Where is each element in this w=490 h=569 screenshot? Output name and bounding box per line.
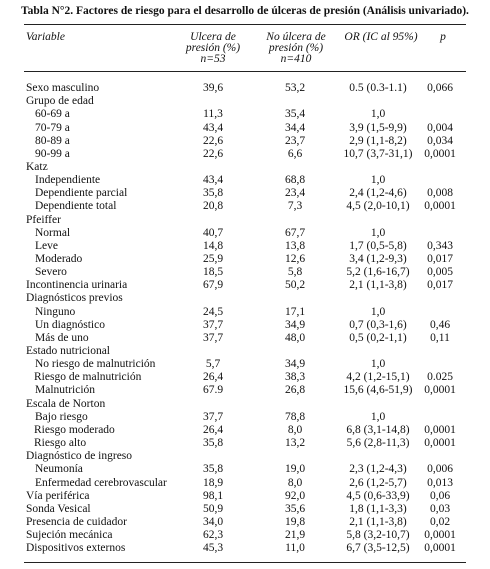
p-value: 0,11 <box>430 331 450 344</box>
ulcera-value: 25,9 <box>202 253 224 265</box>
no-ulcera-value: 21,9 <box>284 529 306 542</box>
ulcera-value: 18,9 <box>202 476 224 489</box>
no-ulcera-value: 23,4 <box>284 187 306 200</box>
table-row <box>0 306 490 319</box>
p-value: 0,004 <box>427 121 453 134</box>
no-ulcera-value: 53,2 <box>284 82 306 94</box>
table-row <box>0 292 490 305</box>
row-label: Moderado <box>35 253 83 265</box>
row-label: 90-99 a <box>35 147 70 160</box>
row-label: Riesgo moderado <box>34 423 115 436</box>
p-value: 0,06 <box>429 489 451 502</box>
row-label: No riesgo de malnutrición <box>35 358 156 371</box>
row-label: Escala de Norton <box>26 397 106 410</box>
table-row <box>0 174 490 187</box>
no-ulcera-value: 19,0 <box>284 463 306 476</box>
table-row <box>0 253 490 266</box>
table-row <box>0 450 490 463</box>
no-ulcera-value: 5,8 <box>287 266 303 279</box>
row-label: Dependiente parcial <box>35 187 128 200</box>
ulcera-value: 37,7 <box>202 331 224 344</box>
or-value: 1,0 <box>370 410 386 423</box>
p-value: 0,0001 <box>424 147 456 160</box>
row-label: Neumonía <box>35 463 83 476</box>
header-rule <box>24 71 466 72</box>
row-label: Presencia de cuidador <box>26 516 127 528</box>
no-ulcera-value: 26,8 <box>284 384 306 397</box>
no-ulcera-value: 34,4 <box>284 121 306 134</box>
header-or <box>340 32 422 43</box>
or-value: 10,7 (3,7-31,1) <box>343 147 413 160</box>
or-value: 1,8 (1,1-3,3) <box>349 502 407 515</box>
no-ulcera-value: 35,6 <box>284 502 306 515</box>
p-value: 0,0001 <box>424 200 456 213</box>
table-row <box>0 148 490 161</box>
ulcera-value: 37,7 <box>202 410 224 423</box>
table-row <box>0 108 490 121</box>
ulcera-value: 37,7 <box>202 318 224 331</box>
ulcera-value: 22,6 <box>202 134 224 147</box>
table-row <box>0 240 490 253</box>
p-value: 0,02 <box>429 516 451 528</box>
table-row <box>0 477 490 490</box>
no-ulcera-value: 92,0 <box>284 489 306 502</box>
table-row <box>0 424 490 437</box>
ulcera-value: 14,8 <box>202 239 224 252</box>
or-value: 1,7 (0,5-5,8) <box>349 239 407 252</box>
table-row <box>0 371 490 384</box>
table-row <box>0 266 490 279</box>
ulcera-value: 35,8 <box>202 437 224 450</box>
table-row <box>0 345 490 358</box>
no-ulcera-value: 35,4 <box>284 108 306 121</box>
row-label: Incontinencia urinaria <box>26 279 128 292</box>
header-ulcera-line2: presión (%) <box>185 42 241 54</box>
row-label: Sujeción mecánica <box>26 529 113 542</box>
or-value: 1,0 <box>370 358 386 371</box>
table-row <box>0 332 490 345</box>
row-label: Riesgo de malnutrición <box>34 371 142 384</box>
p-value: 0,017 <box>427 253 453 265</box>
ulcera-value: 39,6 <box>202 82 224 94</box>
p-value: 0,0001 <box>424 384 456 397</box>
row-label: 60-69 a <box>35 108 70 121</box>
ulcera-value: 22,6 <box>202 147 224 160</box>
no-ulcera-value: 48,0 <box>284 331 306 344</box>
table-row <box>0 463 490 476</box>
row-label: Dependiente total <box>35 200 117 213</box>
ulcera-value: 35,8 <box>202 463 224 476</box>
or-value: 15,6 (4,6-51,9) <box>343 384 413 397</box>
no-ulcera-value: 67,7 <box>284 226 306 239</box>
row-label: Sonda Vesical <box>26 502 91 515</box>
or-value: 4,5 (0,6-33,9) <box>346 489 410 502</box>
or-value: 2,1 (1,1-3,8) <box>349 279 407 292</box>
no-ulcera-value: 34,9 <box>284 318 306 331</box>
ulcera-value: 43,4 <box>202 174 224 187</box>
table-row <box>0 384 490 397</box>
table-row <box>0 503 490 516</box>
table-row <box>0 516 490 529</box>
no-ulcera-value: 23,7 <box>284 134 306 147</box>
or-value: 1,0 <box>370 305 386 318</box>
table-row <box>0 358 490 371</box>
table-row <box>0 82 490 95</box>
header-p <box>436 32 450 43</box>
header-variable-label: Variable <box>26 31 65 43</box>
no-ulcera-value: 17,1 <box>284 305 306 318</box>
p-value: 0,0001 <box>424 529 456 542</box>
table-row <box>0 319 490 332</box>
ulcera-value: 50,9 <box>202 502 224 515</box>
or-value: 0,7 (0,3-1,6) <box>349 318 407 331</box>
ulcera-value: 20,8 <box>202 200 224 213</box>
header-ulcera-line1: Ulcera de <box>190 31 236 43</box>
row-label: Enfermedad cerebrovascular <box>35 476 167 489</box>
or-value: 1,0 <box>370 174 386 187</box>
no-ulcera-value: 68,8 <box>284 174 306 187</box>
no-ulcera-value: 7,3 <box>287 200 303 213</box>
no-ulcera-value: 34,9 <box>284 358 306 371</box>
ulcera-value: 67,9 <box>202 279 224 292</box>
row-label: Pfeiffer <box>26 213 61 226</box>
p-value: 0,008 <box>427 187 453 200</box>
row-label: Independiente <box>35 174 101 187</box>
row-label: Más de uno <box>35 331 89 344</box>
table-row <box>0 490 490 503</box>
row-label: Diagnósticos previos <box>26 292 123 305</box>
row-label: Vía periférica <box>26 489 90 502</box>
row-label: Riesgo alto <box>34 437 87 450</box>
top-rule <box>24 24 466 25</box>
table-row <box>0 135 490 148</box>
table-row <box>0 398 490 411</box>
no-ulcera-value: 11,0 <box>285 542 305 555</box>
ulcera-value: 62,3 <box>202 529 224 542</box>
p-value: 0,46 <box>429 318 451 331</box>
header-ulcera-line3: n=53 <box>200 53 226 65</box>
or-value: 5,6 (2,8-11,3) <box>346 437 410 450</box>
or-value: 4,2 (1,2-15,1) <box>346 371 410 384</box>
or-value: 3,4 (1,2-9,3) <box>349 253 407 265</box>
ulcera-value: 26,4 <box>202 371 224 384</box>
or-value: 6,8 (3,1-14,8) <box>346 423 410 436</box>
p-value: 0,005 <box>427 266 453 279</box>
or-value: 2,6 (1,2-5,7) <box>349 476 407 489</box>
table-row <box>0 227 490 240</box>
header-no-ulcera-line3: n=410 <box>280 53 312 65</box>
header-no-ulcera <box>260 32 332 65</box>
or-value: 1,0 <box>370 226 386 239</box>
p-value: 0,013 <box>427 476 453 489</box>
p-value: 0,0001 <box>424 437 456 450</box>
row-label: Un diagnóstico <box>35 318 105 331</box>
ulcera-value: 67.9 <box>202 384 224 397</box>
no-ulcera-value: 8,0 <box>287 476 303 489</box>
no-ulcera-value: 38,3 <box>284 371 306 384</box>
p-value: 0,006 <box>427 463 453 476</box>
ulcera-value: 35,8 <box>202 187 224 200</box>
p-value: 0,017 <box>427 279 453 292</box>
table-row <box>0 279 490 292</box>
row-label: Sexo masculino <box>26 82 100 94</box>
no-ulcera-value: 12,6 <box>284 253 306 265</box>
p-value: 0,0001 <box>424 542 456 555</box>
ulcera-value: 34,0 <box>202 516 224 528</box>
header-ulcera <box>181 32 245 65</box>
row-label: Severo <box>35 266 67 279</box>
no-ulcera-value: 13,8 <box>284 239 306 252</box>
no-ulcera-value: 8,0 <box>287 423 303 436</box>
ulcera-value: 45,3 <box>202 542 224 555</box>
no-ulcera-value: 6,6 <box>287 147 303 160</box>
bottom-rule <box>24 562 466 563</box>
table-row <box>0 187 490 200</box>
row-label: Dispositivos externos <box>26 542 126 555</box>
table-row <box>0 529 490 542</box>
row-label: Normal <box>35 226 71 239</box>
no-ulcera-value: 19,8 <box>284 516 306 528</box>
table-caption: Tabla N°2. Factores de riesgo para el desarrollo de úlceras de presión (Análisis univariado). <box>21 5 469 17</box>
row-label: Katz <box>26 160 48 173</box>
table-row <box>0 542 490 555</box>
ulcera-value: 98,1 <box>202 489 224 502</box>
or-value: 2,9 (1,1-8,2) <box>349 134 407 147</box>
or-value: 0.5 (0.3-1.1) <box>349 82 407 94</box>
or-value: 5,8 (3,2-10,7) <box>346 529 410 542</box>
row-label: Malnutrición <box>35 384 96 397</box>
or-value: 4,5 (2,0-10,1) <box>346 200 410 213</box>
ulcera-value: 18,5 <box>202 266 224 279</box>
header-no-ulcera-line1: No úlcera de <box>266 31 326 43</box>
table-row <box>0 411 490 424</box>
row-label: 80-89 a <box>35 134 70 147</box>
header-no-ulcera-line2: presión (%) <box>268 42 324 54</box>
row-label: Leve <box>35 239 58 252</box>
table-row <box>0 214 490 227</box>
row-label: Diagnóstico de ingreso <box>26 450 133 463</box>
table-row <box>0 95 490 108</box>
row-label: Bajo riesgo <box>35 410 88 423</box>
ulcera-value: 24,5 <box>202 305 224 318</box>
ulcera-value: 5,7 <box>205 358 221 371</box>
or-value: 6,7 (3,5-12,5) <box>346 542 410 555</box>
table-row <box>0 437 490 450</box>
row-label: Estado nutricional <box>26 345 110 357</box>
p-value: 0,0001 <box>424 423 456 436</box>
no-ulcera-value: 78,8 <box>284 410 306 423</box>
p-value: 0,034 <box>427 134 453 147</box>
or-value: 5,2 (1,6-16,7) <box>346 266 410 279</box>
header-p-label: p <box>440 31 446 43</box>
ulcera-value: 11,3 <box>203 108 223 121</box>
header-variable <box>26 32 65 43</box>
p-value: 0,066 <box>427 82 453 94</box>
table-row <box>0 122 490 135</box>
row-label: Ninguno <box>35 305 76 318</box>
table-row <box>0 200 490 213</box>
or-value: 1,0 <box>370 108 386 121</box>
no-ulcera-value: 50,2 <box>284 279 306 292</box>
or-value: 0,5 (0,2-1,1) <box>349 331 407 344</box>
p-value: 0.025 <box>427 371 453 384</box>
or-value: 3,9 (1,5-9,9) <box>349 121 407 134</box>
or-value: 2,4 (1,2-4,6) <box>349 187 407 200</box>
ulcera-value: 43,4 <box>202 121 224 134</box>
ulcera-value: 40,7 <box>202 226 224 239</box>
p-value: 0,343 <box>427 239 453 252</box>
header-or-label: OR (IC al 95%) <box>344 31 418 43</box>
ulcera-value: 26,4 <box>202 423 224 436</box>
or-value: 2,3 (1,2-4,3) <box>349 463 407 476</box>
row-label: Grupo de edad <box>26 95 94 108</box>
table-row <box>0 161 490 174</box>
no-ulcera-value: 13,2 <box>284 437 306 450</box>
p-value: 0,03 <box>429 502 451 515</box>
or-value: 2,1 (1,1-3,8) <box>349 516 407 528</box>
row-label: 70-79 a <box>35 121 70 134</box>
